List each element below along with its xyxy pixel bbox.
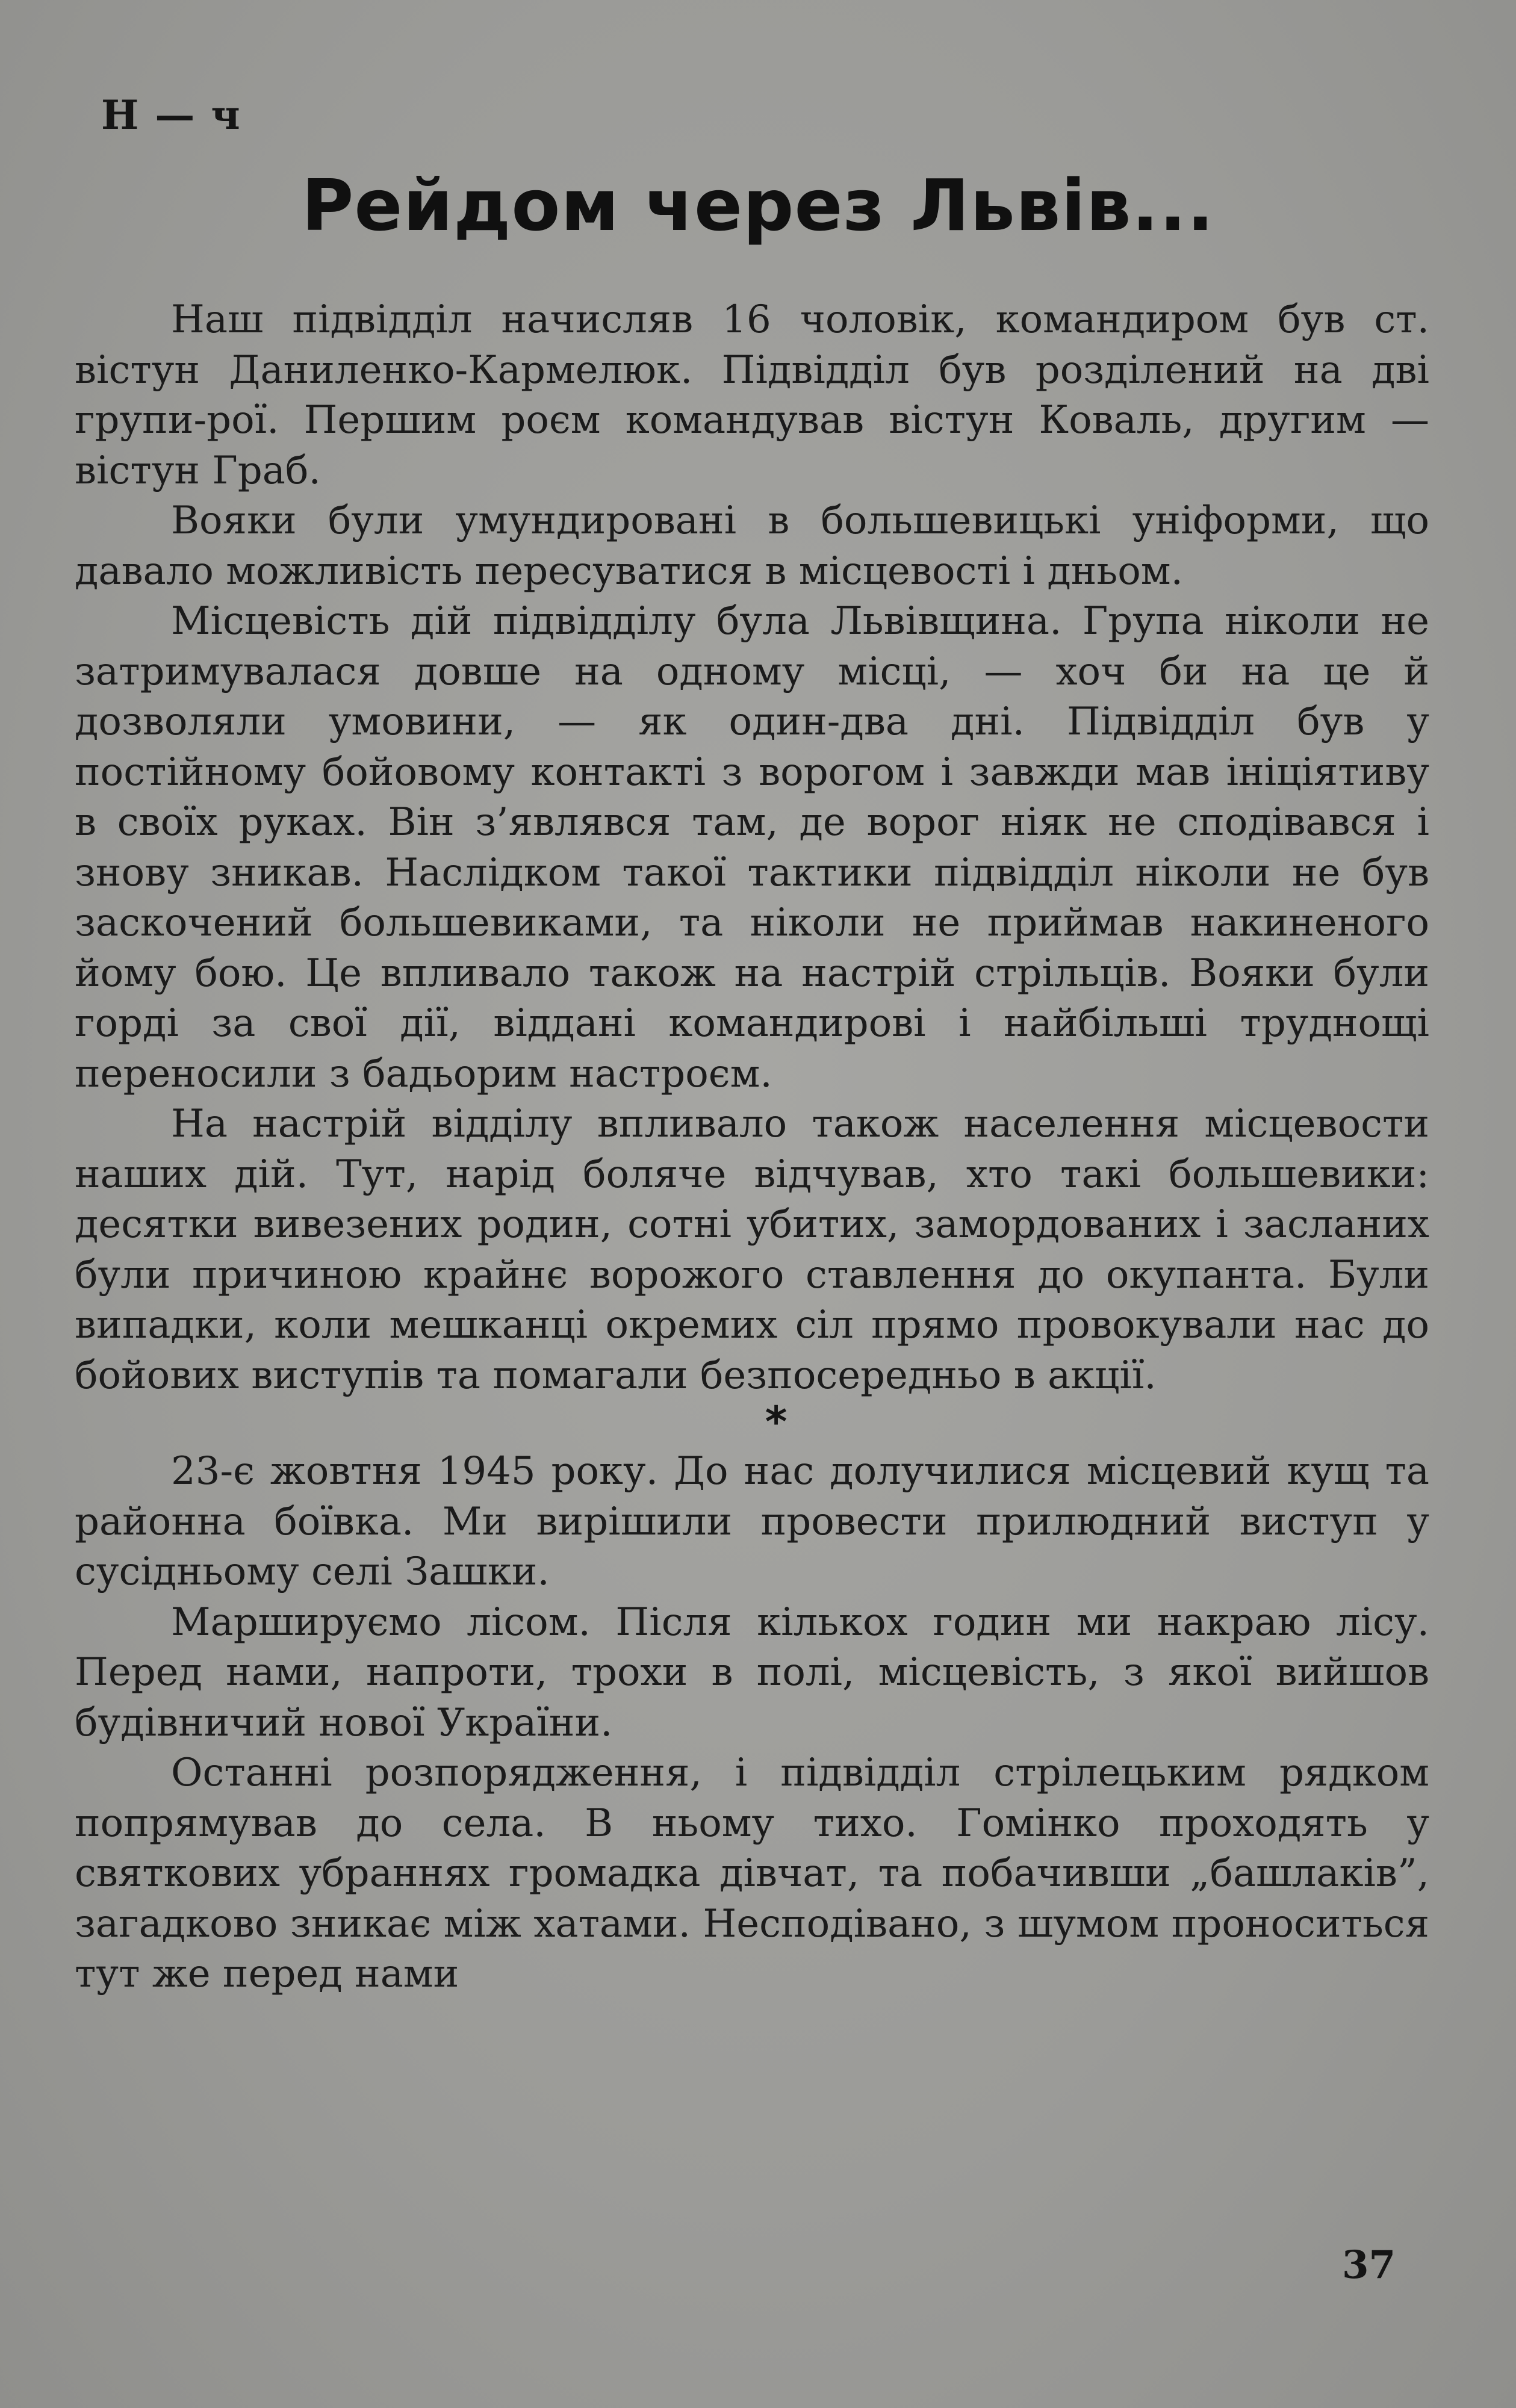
- paragraph: На настрій відділу впливало також населення місцевости наших дій. Тут, нарід боляче відчував, хто такі большевики: десятки вивезених родин, сотні убитих, замордованих і засланих були причиною крайнє ворожого ставлення до окупанта. Були випадки, коли мешканці окремих сіл прямо провокували нас до бойових виступів та помагали безпосередньо в акції.: [75, 1102, 1429, 1398]
- page-number: 37: [1341, 2242, 1396, 2288]
- section-separator: *: [765, 1397, 788, 1447]
- paragraph: Маршируємо лісом. Після кількох годин ми накраю лісу. Перед нами, напроти, трохи в полі, місцевість, з якої вийшов будівничий нової України.: [75, 1600, 1429, 1745]
- paragraph: Останні розпорядження, і підвідділ стрілецьким рядком попрямував до села. В ньому тихо. Гомінко проходять у святкових убраннях громадка дівчат, та побачивши „башлаків”, загадково зникає між хатами. Несподівано, з шумом проноситься тут же перед нами: [75, 1751, 1429, 1996]
- paragraph: 23-є жовтня 1945 року. До нас долучилися місцевий кущ та районна боївка. Ми вирішили провести прилюдний виступ у сусідньому селі Зашки.: [75, 1449, 1429, 1594]
- paragraph: Місцевість дій підвідділу була Львівщина. Група ніколи не затримувалася довше на одному місці, — хоч би на це й дозволяли умовини, — як один-два дні. Підвідділ був у постійному бойовому контакті з ворогом і завжди мав ініціятиву в своїх руках. Він з’являвся там, де ворог ніяк не сподівався і знову зникав. Наслідком такої тактики підвідділ ніколи не був заскочений большевиками, та ніколи не приймав накиненого йому бою. Це впливало також на настрій стрільців. Вояки були горді за свої дії, віддані командирові і найбільші труднощі переносили з бадьорим настроєм.: [75, 599, 1429, 1096]
- paragraph: Наш підвідділ начисляв 16 чоловік, командиром був ст. вістун Даниленко-Кармелюк. Підвідділ був розділений на дві групи-рої. Першим роєм командував вістун Коваль, другим — вістун Граб.: [75, 297, 1429, 493]
- author-initials: Н — ч: [101, 92, 241, 138]
- article-body: [75, 295, 1429, 2000]
- page-title: Рейдом через Львів...: [301, 164, 1215, 247]
- paragraph: Вояки були умундировані в большевицькі уніформи, що давало можливість пересуватися в місцевості і дньом.: [75, 498, 1429, 594]
